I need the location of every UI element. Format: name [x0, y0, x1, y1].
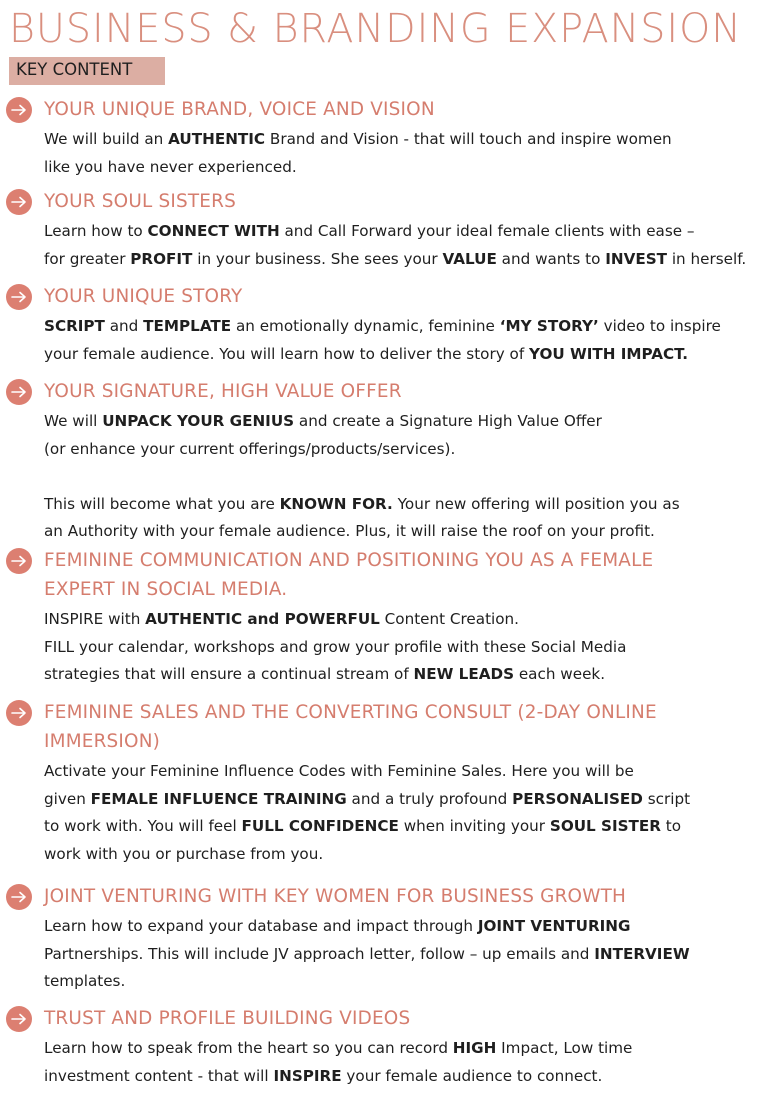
- section-body: [44, 313, 721, 368]
- section-heading-line: IMMERSION): [44, 731, 161, 752]
- emphasis-text: TEMPLATE: [143, 317, 232, 335]
- section-heading: [44, 282, 242, 311]
- emphasis-text: PERSONALISED: [512, 789, 643, 808]
- body-text: video to inspire: [598, 317, 721, 335]
- section-body: [44, 758, 690, 868]
- body-text: Activate your Feminine Influence Codes with Feminine Sales. Here you will be: [44, 762, 634, 780]
- section-body: [44, 126, 672, 181]
- section-body: [44, 1035, 632, 1090]
- body-line: [44, 341, 721, 369]
- body-line: [44, 634, 626, 662]
- body-text: investment content - that will: [44, 1066, 274, 1085]
- page-title: BUSINESS & BRANDING EXPANSION: [9, 6, 742, 52]
- body-line: [44, 758, 690, 786]
- section-heading-line: TRUST AND PROFILE BUILDING VIDEOS: [44, 1008, 411, 1029]
- emphasis-text: FEMALE INFLUENCE TRAINING: [90, 789, 347, 808]
- body-text: an emotionally dynamic, feminine: [231, 317, 500, 335]
- body-line: [44, 1035, 632, 1063]
- body-text: and: [104, 317, 144, 335]
- section-heading: [44, 698, 657, 756]
- body-text: to: [660, 817, 682, 835]
- body-text: when inviting your: [398, 817, 550, 835]
- body-line: [44, 491, 680, 519]
- body-text: script: [642, 789, 691, 808]
- arrow-right-icon: [6, 97, 32, 123]
- body-text: and wants to: [496, 249, 606, 268]
- section-heading: [44, 882, 626, 911]
- body-line: [44, 786, 690, 814]
- body-text: in herself.: [667, 249, 747, 268]
- body-line: [44, 463, 680, 491]
- arrow-right-icon: [6, 379, 32, 405]
- body-text: strategies that will ensure a continual stream of: [44, 665, 414, 683]
- section-heading-line: YOUR UNIQUE STORY: [44, 286, 243, 307]
- emphasis-text: UNPACK YOUR GENIUS: [102, 412, 295, 430]
- body-line: [44, 1063, 632, 1091]
- body-line: [44, 518, 680, 546]
- section-heading: [44, 95, 435, 124]
- arrow-right-icon: [6, 884, 32, 910]
- body-text: to work with. You will feel: [44, 817, 242, 835]
- body-line: [44, 841, 690, 869]
- body-text: Partnerships. This will include JV approach letter, follow – up emails and: [44, 944, 595, 963]
- emphasis-text: CONNECT WITH: [147, 222, 280, 240]
- body-text: an Authority with your female audience. Plus, it will raise the roof on your profit.: [44, 522, 655, 540]
- body-text: (or enhance your current offerings/products/services).: [44, 439, 456, 458]
- body-line: [44, 941, 690, 969]
- arrow-right-icon: [6, 189, 32, 215]
- section-heading-line: YOUR SOUL SISTERS: [44, 191, 236, 212]
- emphasis-text: SOUL SISTER: [549, 817, 661, 835]
- body-text: each week.: [514, 665, 606, 683]
- section-heading-line: YOUR UNIQUE BRAND, VOICE AND VISION: [44, 99, 435, 120]
- body-text: FILL your calendar, workshops and grow your profile with these Social Media: [44, 637, 627, 656]
- body-line: [44, 408, 680, 436]
- body-text: in your business. She sees your: [192, 249, 443, 268]
- body-text: work with you or purchase from you.: [44, 844, 324, 863]
- body-text: We will: [44, 412, 103, 430]
- body-text: Learn how to: [44, 222, 148, 240]
- body-text: This will become what you are: [44, 494, 280, 513]
- emphasis-text: INSPIRE: [273, 1066, 342, 1085]
- body-line: [44, 436, 680, 464]
- emphasis-text: VALUE: [442, 249, 497, 268]
- body-text: Learn how to speak from the heart so you can record: [44, 1039, 453, 1057]
- emphasis-text: NEW LEADS: [413, 665, 515, 683]
- body-text: templates.: [44, 972, 126, 990]
- section-heading-line: YOUR SIGNATURE, HIGH VALUE OFFER: [44, 381, 402, 402]
- body-text: Your new offering will position you as: [392, 494, 680, 513]
- arrow-right-icon: [6, 284, 32, 310]
- key-content-label: KEY CONTENT: [16, 60, 133, 79]
- body-text: Brand and Vision - that will touch and inspire women: [265, 130, 672, 148]
- section-heading: [44, 1004, 410, 1033]
- emphasis-text: ‘MY STORY’: [499, 317, 599, 335]
- section-heading: [44, 546, 653, 604]
- emphasis-text: HIGH: [452, 1039, 497, 1057]
- arrow-right-icon: [6, 700, 32, 726]
- body-line: [44, 913, 690, 941]
- body-line: [44, 218, 746, 246]
- body-line: [44, 968, 690, 996]
- body-text: Learn how to expand your database and impact through: [44, 917, 478, 935]
- arrow-right-icon: [6, 1006, 32, 1032]
- section-heading-line: FEMININE COMMUNICATION AND POSITIONING YOU AS A FEMALE: [44, 550, 654, 571]
- body-text: We will build an: [44, 130, 169, 148]
- body-text: and a truly profound: [346, 789, 513, 808]
- body-text: your female audience to connect.: [341, 1066, 603, 1085]
- body-text: and create a Signature High Value Offer: [294, 412, 602, 430]
- section-heading: [44, 377, 402, 406]
- body-text: INSPIRE with: [44, 610, 146, 628]
- section-heading: [44, 187, 236, 216]
- emphasis-text: AUTHENTIC and POWERFUL: [145, 610, 380, 628]
- section-body: [44, 408, 680, 546]
- emphasis-text: AUTHENTIC: [168, 130, 266, 148]
- key-content-tag: [9, 57, 165, 85]
- body-text: Impact, Low time: [496, 1039, 633, 1057]
- section-heading-line: EXPERT IN SOCIAL MEDIA.: [44, 579, 288, 600]
- section-body: [44, 913, 690, 996]
- body-line: [44, 313, 721, 341]
- body-text: your female audience. You will learn how to deliver the story of: [44, 344, 529, 363]
- section-heading-line: FEMININE SALES AND THE CONVERTING CONSULT (2-DAY ONLINE: [44, 702, 657, 723]
- emphasis-text: JOINT VENTURING: [477, 917, 631, 935]
- body-line: [44, 813, 690, 841]
- body-text: given: [44, 789, 91, 808]
- emphasis-text: PROFIT: [130, 249, 193, 268]
- body-text: and Call Forward your ideal female clients with ease –: [279, 222, 695, 240]
- emphasis-text: INTERVIEW: [594, 944, 690, 963]
- section-heading-line: JOINT VENTURING WITH KEY WOMEN FOR BUSINESS GROWTH: [44, 886, 627, 907]
- body-text: like you have never experienced.: [44, 157, 297, 176]
- emphasis-text: SCRIPT: [44, 317, 105, 335]
- body-line: [44, 606, 626, 634]
- body-line: [44, 154, 672, 182]
- section-body: [44, 218, 746, 273]
- emphasis-text: YOU WITH IMPACT.: [529, 344, 688, 363]
- arrow-right-icon: [6, 548, 32, 574]
- emphasis-text: INVEST: [605, 249, 667, 268]
- body-line: [44, 126, 672, 154]
- body-line: [44, 246, 746, 274]
- emphasis-text: KNOWN FOR.: [279, 494, 393, 513]
- body-text: Content Creation.: [379, 610, 519, 628]
- section-body: [44, 606, 626, 689]
- body-line: [44, 661, 626, 689]
- emphasis-text: FULL CONFIDENCE: [241, 817, 399, 835]
- body-text: for greater: [44, 249, 131, 268]
